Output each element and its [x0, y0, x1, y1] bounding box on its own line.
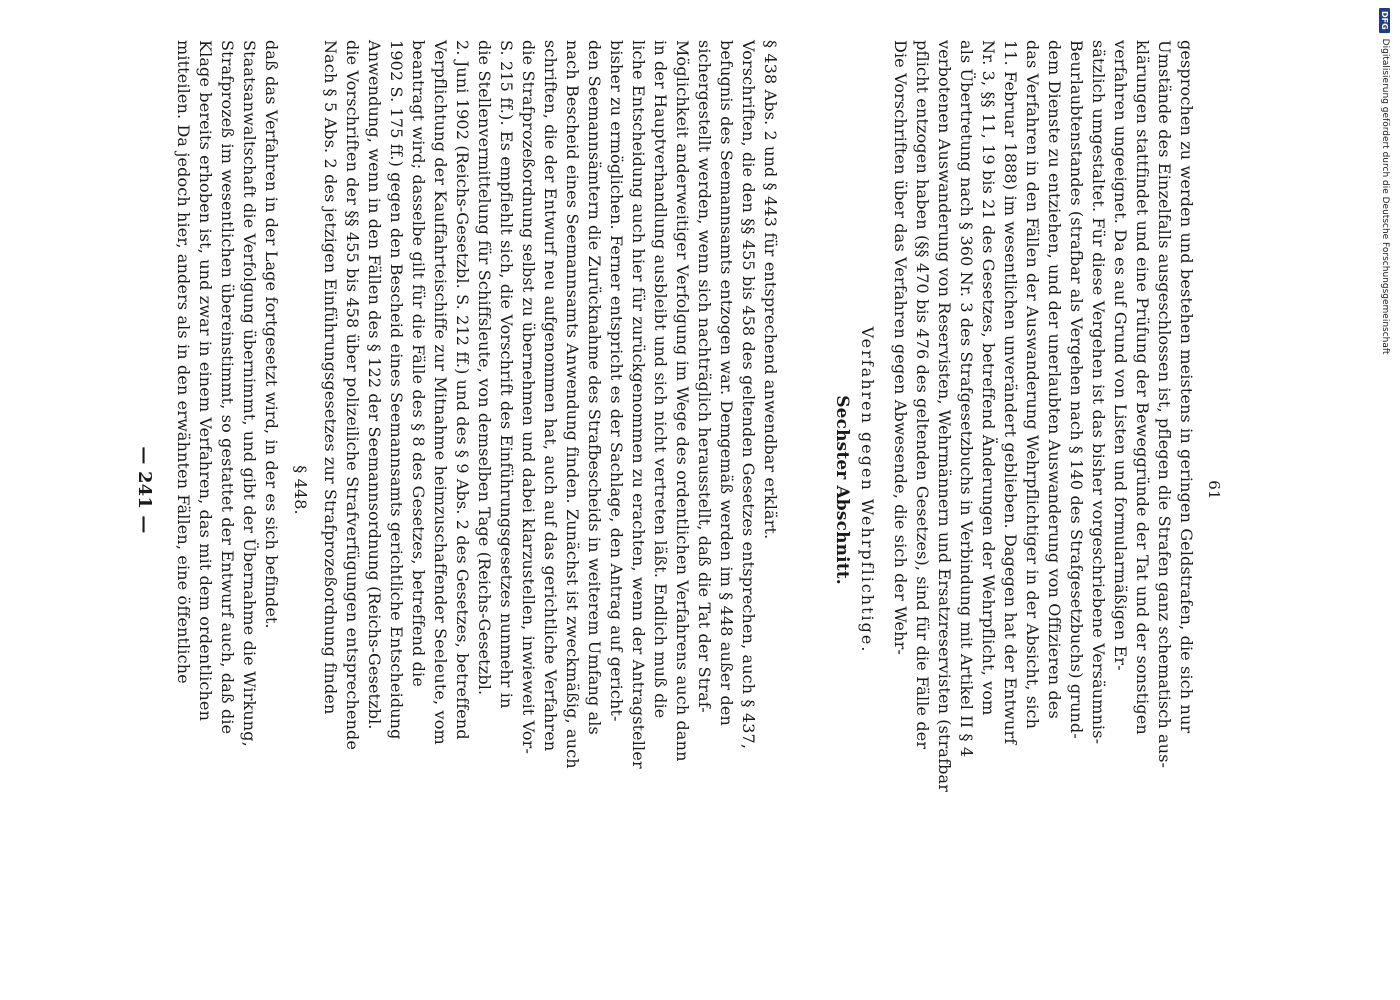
text-line: Umstände des Einzelfalls ausgeschlossen ist, pflegen die Strafen ganz schematisch aus-	[1155, 40, 1174, 769]
text-line: das Verfahren in den Fällen der Auswanderung Wehrpflichtiger in der Absicht, sich	[1023, 40, 1042, 730]
page-number: — 241 —	[134, 446, 155, 534]
text-line: sätzlich umgestaltet. Für diese Vergehen ist das bisher vorgeschriebene Versäumnis-	[1089, 40, 1108, 745]
text-line: 1902 S. 175 ff.) gegen den Bescheid eines Seemannsamts gerichtliche Entscheidung	[387, 40, 406, 740]
text-line: Vorschriften, die den §§ 455 bis 458 des geltenden Gesetzes entsprechen, auch § 437,	[739, 40, 758, 750]
text-line: als Übertretung nach § 360 Nr. 3 des Strafgesetzbuchs in Verbindung mit Artikel II § 4	[957, 40, 976, 758]
text-line: den Seemannsämtern die Zurücknahme des Strafbescheids in weiterem Umfang als	[585, 40, 604, 735]
text-line: S. 215 ff.). Es empfiehlt sich, die Vorschrift des Einführungsgesetzes nunmehr in	[497, 40, 516, 709]
text-line: Beurlaubtenstandes (strafbar als Vergehen nach § 140 des Strafgesetzbuchs) grund-	[1067, 40, 1086, 739]
text-line: Klage bereits erhoben ist, und zwar in einem Verfahren, das mit dem ordentlichen	[196, 40, 215, 722]
text-line: Staatsanwaltschaft die Verfolgung übernimmt, und gibt der Übernahme die Wirkung,	[240, 40, 259, 747]
text-line: die Vorschriften der §§ 455 bis 458 über polizeiliche Strafverfügungen entsprechende	[343, 40, 362, 751]
text-line: nach Bescheid eines Seemannsamts Anwendung finden. Zunächst ist zweckmäßig, auch	[563, 40, 582, 769]
text-line: in der Hauptverhandlung ausbleibt und sich nicht vertreten läßt. Endlich muß die	[651, 40, 670, 719]
section-subtitle: Verfahren gegen Wehrpflichtige.	[858, 326, 877, 654]
text-line: die Strafprozeßordnung selbst zu übernehmen und dabei klarzustellen, inwieweit Vor-	[519, 40, 538, 755]
digitization-credit: Digitalisierung gefördert durch die Deutsche Forschungsgemeinschaft	[1380, 38, 1390, 355]
text-line: bisher zu ermöglichen. Ferner entspricht es der Sachlage, den Antrag auf gericht-	[607, 40, 626, 722]
text-line: schriften, die der Entwurf neu aufgenommen hat, auch auf das gerichtliche Verfahren	[541, 40, 560, 752]
text-line: verbotenen Auswanderung von Reservisten, Wehrmännern und Ersatzreservisten (strafbar	[935, 40, 954, 793]
text-line: dem Dienste zu entziehen, und der unerlaubten Auswanderung von Offizieren des	[1045, 40, 1064, 719]
text-line: Nach § 5 Abs. 2 des jetzigen Einführungsgesetzes zur Strafprozeßordnung finden	[321, 40, 340, 715]
section-heading-448: § 448.	[291, 465, 310, 515]
text-line: verfahren ungeeignet. Da es auf Grund von Listen und formularmäßigen Er-	[1111, 40, 1130, 671]
text-line: Strafprozeß im wesentlichen übereinstimmt, so gestattet der Entwurf auch, daß die	[218, 40, 237, 735]
text-line: befugnis des Seemannsamts entzogen war. Demgemäß werden im § 448 außer den	[717, 40, 736, 726]
text-line: pflicht entzogen haben (§§ 470 bis 476 des geltenden Gesetzes), sind für die Fälle der	[913, 40, 932, 750]
text-line: Verpflichtung der Kauffahrteischiffe zur Mitnahme heimzuschaffender Seeleute, vom	[431, 40, 450, 745]
text-line: sichergestellt werden, wenn sich nachträglich herausstellt, daß die Tat der Straf-	[695, 40, 714, 713]
text-line: Die Vorschriften über das Verfahren gegen Abwesende, die sich der Wehr-	[891, 40, 910, 655]
text-line: gesprochen zu werden und bestehen meistens in geringen Geldstrafen, die sich nur	[1177, 40, 1196, 734]
text-line: daß das Verfahren in der Lage fortgesetzt wird, in der es sich befindet.	[262, 40, 281, 629]
signature-mark: 61	[1205, 480, 1223, 500]
text-line: Möglichkeit anderweitiger Verfolgung im Wege des ordentlichen Verfahrens auch dann	[673, 40, 692, 762]
text-line: klärungen stattfindet und eine Prüfung der Beweggründe der Tat und der sonstigen	[1133, 40, 1152, 735]
text-line: Anwendung, wenn in den Fällen des § 122 der Seemannsordnung (Reichs-Gesetzbl.	[365, 40, 384, 730]
text-line: mitteilen. Da jedoch hier, anders als in den erwähnten Fällen, eine öffentliche	[174, 40, 193, 684]
text-line: Nr. 3, §§ 11, 19 bis 21 des Gesetzes, betreffend Änderungen der Wehrpflicht, vom	[979, 40, 998, 716]
section-title: Sechster Abschnitt.	[832, 395, 852, 585]
digitization-credit-strip	[1370, 8, 1400, 992]
rotated-page	[134, 40, 1260, 940]
text-line: beantragt wird; dasselbe gilt für die Fälle des § 8 des Gesetzes, betreffend die	[409, 40, 428, 687]
dfg-logo: DFG	[1380, 8, 1391, 33]
text-line: 11. Februar 1888) im wesentlichen unverändert geblieben. Dagegen hat der Entwurf	[1001, 40, 1020, 745]
text-line: 2. Juni 1902 (Reichs-Gesetzbl. S. 212 ff.) und des § 9 Abs. 2 des Gesetzes, betreffend	[453, 40, 472, 740]
text-line: liche Entscheidung auch hier für zurückgenommen zu erachten, wenn der Antragsteller	[629, 40, 648, 769]
text-line: die Stellenvermittelung für Schiffsleute, von demselben Tage (Reichs-Gesetzbl.	[475, 40, 494, 696]
text-line: § 438 Abs. 2 und § 443 für entsprechend anwendbar erklärt.	[761, 40, 780, 540]
